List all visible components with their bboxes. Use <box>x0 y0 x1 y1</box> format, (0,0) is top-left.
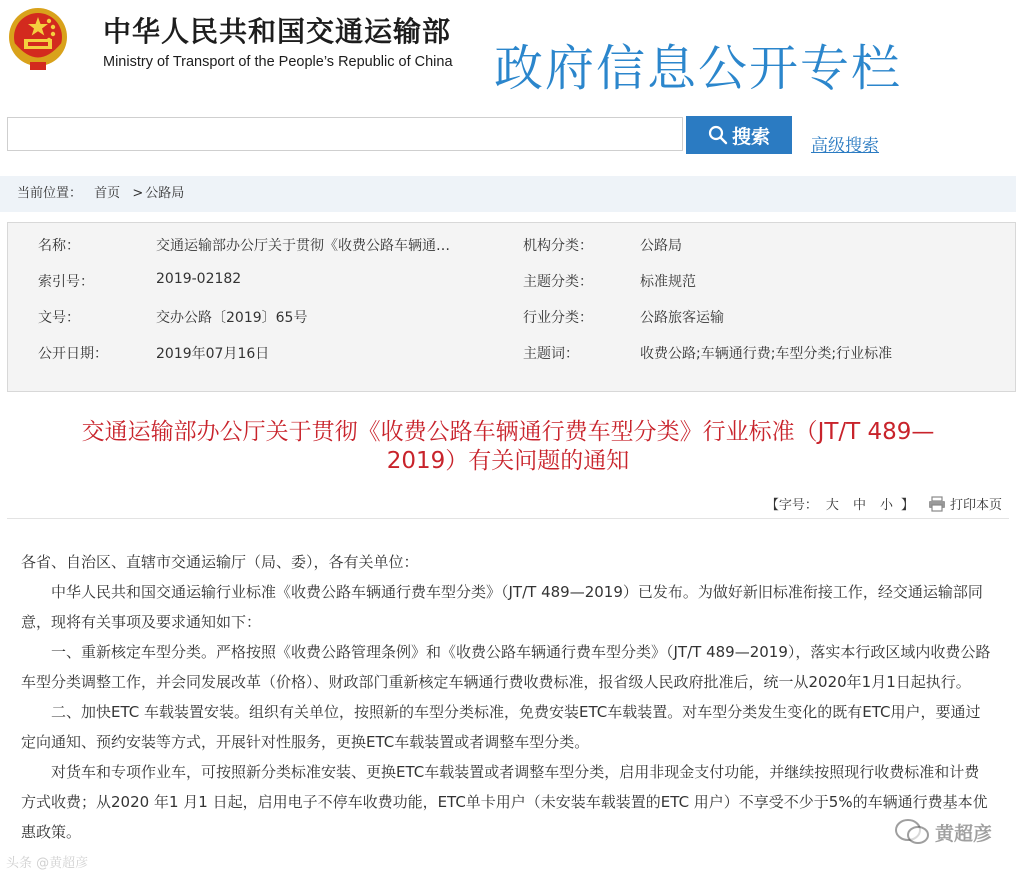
keywords-value: 收费公路;车辆通行费;车型分类;行业标准 <box>640 346 893 362</box>
topic-category-value: 标准规范 <box>640 274 696 290</box>
printer-icon <box>928 496 946 512</box>
breadcrumb-current-link[interactable]: 公路局 <box>145 186 185 201</box>
breadcrumb-home-link[interactable]: 首页 <box>94 186 121 201</box>
search-button-label: 搜索 <box>731 126 770 148</box>
advanced-search-link[interactable]: 高级搜索 <box>811 136 879 156</box>
site-header <box>0 0 1016 112</box>
breadcrumb-prefix: 当前位置： <box>17 186 83 201</box>
index-label: 索引号： <box>38 274 94 290</box>
wechat-icon <box>895 818 929 846</box>
article-title-line-2: 2019）有关问题的通知 <box>386 448 630 474</box>
ministry-name-cn: 中华人民共和国交通运输部 <box>103 15 452 48</box>
print-button[interactable] <box>928 494 1002 513</box>
publish-date-value: 2019年07月16日 <box>156 346 270 362</box>
column-title: 政府信息公开专栏 <box>494 40 903 97</box>
keywords-label: 主题词： <box>523 346 579 362</box>
industry-category-value: 公路旅客运输 <box>640 310 724 326</box>
topic-category-label: 主题分类： <box>523 274 593 290</box>
article-title <box>0 418 1016 476</box>
paragraph-1: 中华人民共和国交通运输行业标准《收费公路车辆通行费车型分类》（JT/T 489—2019）已发布。为做好新旧标准衔接工作，经交通运输部同意，现将有关事项及要求通知如下： <box>21 583 983 631</box>
article-title-line-1: 交通运输部办公厅关于贯彻《收费公路车辆通行费车型分类》行业标准（JT/T 489— <box>81 419 935 445</box>
search-input[interactable] <box>7 117 683 151</box>
search-button[interactable] <box>686 116 792 154</box>
publish-date-label: 公开日期： <box>38 346 108 362</box>
national-emblem-icon <box>7 5 69 73</box>
font-size-suffix: 】 <box>900 498 914 513</box>
doc-number-label: 文号： <box>38 310 80 326</box>
salutation: 各省、自治区、直辖市交通运输厅（局、委），各有关单位： <box>21 553 419 571</box>
paragraph-2: 一、重新核定车型分类。严格按照《收费公路管理条例》和《收费公路车辆通行费车型分类》（JT/T 489—2019），落实本行政区域内收费公路车型分类调整工作，并会同发展改革（价格）、财政部门重新核定车辆通行费收费标准，报省级人民政府批准后，统一从2020年1月1日起执行。 <box>21 643 991 691</box>
search-icon <box>708 125 728 145</box>
paragraph-4: 对货车和专项作业车，可按照新分类标准安装、更换ETC车载装置或者调整车型分类，启用非现金支付功能，并继续按照现行收费标准和计费方式收费；从2020 年1 月1 日起，启用电子不停车收费功能，ETC单卡用户（未安装车载装置的ETC 用户）不享受不少于5%的车辆通行费基本优惠政策。 <box>21 763 988 841</box>
org-category-value: 公路局 <box>640 238 682 254</box>
watermark <box>895 818 992 846</box>
name-value: 交通运输部办公厅关于贯彻《收费公路车辆通… <box>156 238 450 254</box>
divider <box>7 518 1009 519</box>
breadcrumb-separator: > <box>132 186 144 201</box>
name-label: 名称： <box>38 238 80 254</box>
ministry-name-en: Ministry of Transport of the People’s Republic of China <box>103 54 453 70</box>
doc-number-value: 交办公路〔2019〕65号 <box>156 310 308 326</box>
watermark-left: 头条 @黄超彦 <box>6 856 89 871</box>
font-size-large-button[interactable]: 大 <box>825 498 839 513</box>
font-size-prefix: 【字号： <box>765 498 818 513</box>
article-tools <box>766 494 1002 513</box>
breadcrumb <box>0 176 1016 212</box>
print-label: 打印本页 <box>949 498 1002 513</box>
font-size-small-button[interactable]: 小 <box>879 498 893 513</box>
industry-category-label: 行业分类： <box>523 310 593 326</box>
article-body <box>21 547 991 847</box>
watermark-text: 黄超彦 <box>934 822 992 845</box>
font-size-medium-button[interactable]: 中 <box>852 498 866 513</box>
document-metadata-box <box>7 222 1016 392</box>
paragraph-3: 二、加快ETC 车载装置安装。组织有关单位，按照新的车型分类标准，免费安装ETC车载装置。对车型分类发生变化的既有ETC用户，要通过定向通知、预约安装等方式，开展针对性服务，更换ETC车载装置或者调整车型分类。 <box>21 703 981 751</box>
org-category-label: 机构分类： <box>523 238 593 254</box>
index-value: 2019-02182 <box>156 271 242 287</box>
